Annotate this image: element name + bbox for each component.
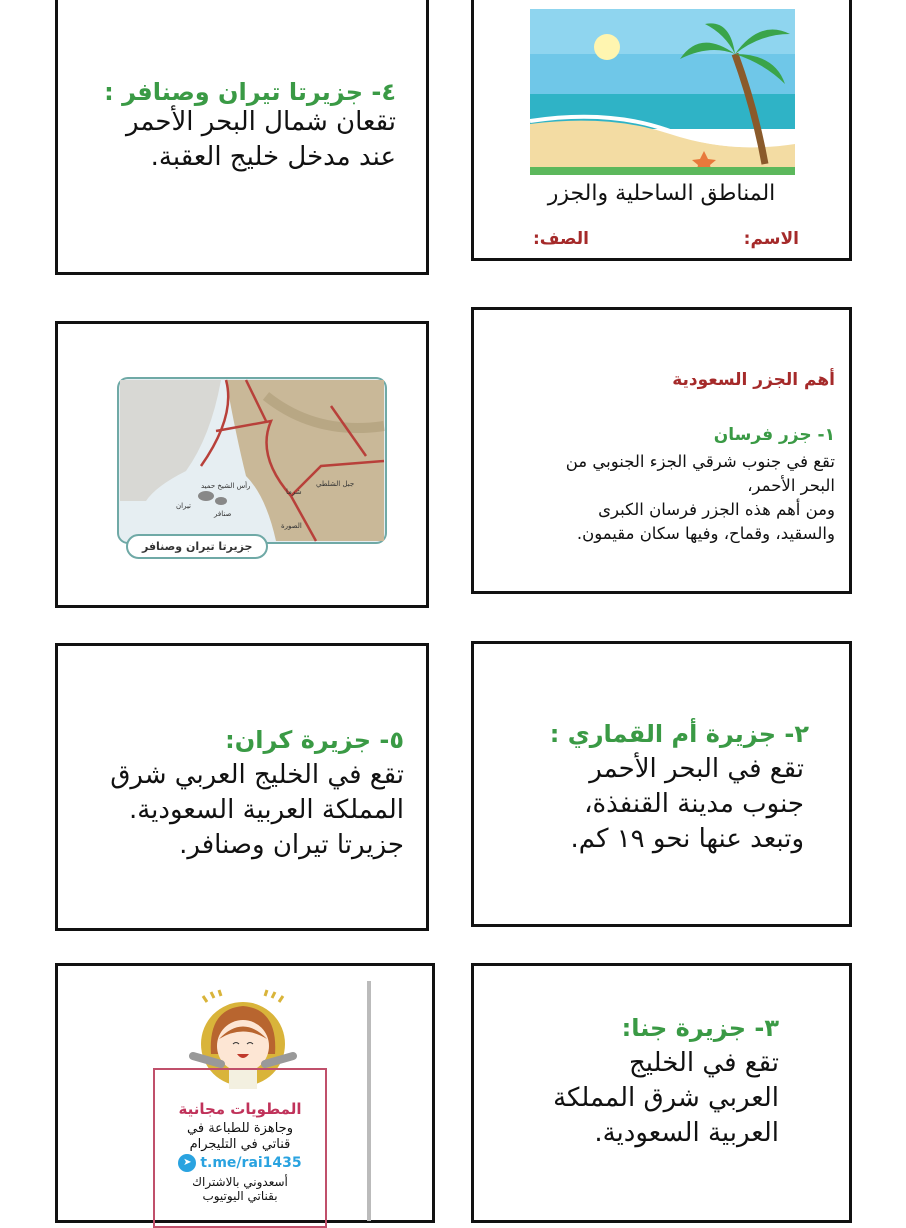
text-line: تقع في البحر الأحمر: [589, 754, 804, 784]
island-5-text: [110, 758, 404, 863]
text-line: تقع في الخليج: [628, 1048, 779, 1078]
intro-title: أهم الجزر السعودية: [672, 370, 835, 390]
island-5-heading: ٥- جزيرة كران:: [225, 726, 404, 754]
text-line: تقع في جنوب شرقي الجزء الجنوبي من: [565, 452, 835, 471]
class-label: الصف:: [532, 229, 589, 249]
text-line: البحر الأحمر،: [747, 475, 835, 495]
text-line: قناتي في التليجرام: [189, 1136, 291, 1152]
island-4-text: [126, 105, 396, 175]
telegram-link[interactable]: [155, 1154, 325, 1172]
text-line: المملكة العربية السعودية.: [128, 795, 404, 826]
text-line: جزيرتا تيران وصنافر.: [179, 830, 404, 861]
text-line: والسقيد، وقماح، وفيها سكان مقيمون.: [576, 523, 835, 543]
card-promo: [55, 963, 435, 1223]
text-line: ومن أهم هذه الجزر فرسان الكبرى: [598, 499, 835, 519]
text-line: أسعدوني بالاشتراك: [192, 1175, 288, 1190]
map-label: شرما: [286, 488, 302, 496]
card-map: [55, 321, 429, 608]
island-3-text: [553, 1046, 779, 1151]
name-label: الاسم:: [743, 229, 799, 249]
card-island-5: [55, 643, 429, 931]
text-line: وجاهزة للطباعة في: [187, 1121, 293, 1136]
card-cover: [471, 0, 852, 261]
text-line: جنوب مدينة القنفذة،: [584, 789, 804, 820]
map-label: صنافر: [214, 510, 232, 518]
text-line: وتبعد عنها نحو ١٩ كم.: [570, 824, 804, 855]
card-intro: [471, 307, 852, 594]
map-label: الصورة: [281, 522, 302, 530]
text-line: العربية السعودية.: [594, 1118, 779, 1149]
text-line: تقعان شمال البحر الأحمر: [126, 107, 396, 137]
island-2-text: [571, 752, 805, 857]
map-label: تيران: [176, 502, 192, 510]
cover-title: المناطق الساحلية والجزر: [547, 181, 776, 206]
promo-text: [155, 1121, 325, 1152]
island-3-heading: ٣- جزيرة جنا:: [621, 1014, 779, 1042]
intro-text: [566, 450, 835, 546]
map-caption: جزيرتا تيران وصنافر: [126, 534, 268, 559]
island-2-heading: ٢- جزيرة أم القماري :: [549, 720, 809, 748]
card-island-2: [471, 641, 852, 927]
text-line: تقع في الخليج العربي شرق: [110, 760, 404, 790]
promo-box: [153, 1068, 327, 1228]
text-line: العربي شرق المملكة: [553, 1083, 779, 1114]
island-4-heading: ٤- جزيرتا تيران وصنافر :: [104, 78, 396, 106]
text-line: عند مدخل خليج العقبة.: [150, 142, 396, 173]
card-island-3: [471, 963, 852, 1223]
card-island-4: [55, 0, 429, 275]
telegram-link-text[interactable]: t.me/rai1435: [200, 1155, 302, 1172]
promo-title: المطويات مجانية: [178, 1100, 302, 1118]
telegram-icon: ➤: [178, 1154, 196, 1172]
text-line: بقناتي اليوتيوب: [202, 1188, 278, 1203]
map-label: رأس الشيخ حميد: [201, 482, 251, 490]
divider: [367, 981, 371, 1221]
beach-illustration: [530, 9, 795, 175]
intro-heading: ١- جزر فرسان: [713, 425, 835, 445]
promo-footer: [155, 1176, 325, 1204]
map-label: جبل الشلطي: [316, 480, 355, 488]
